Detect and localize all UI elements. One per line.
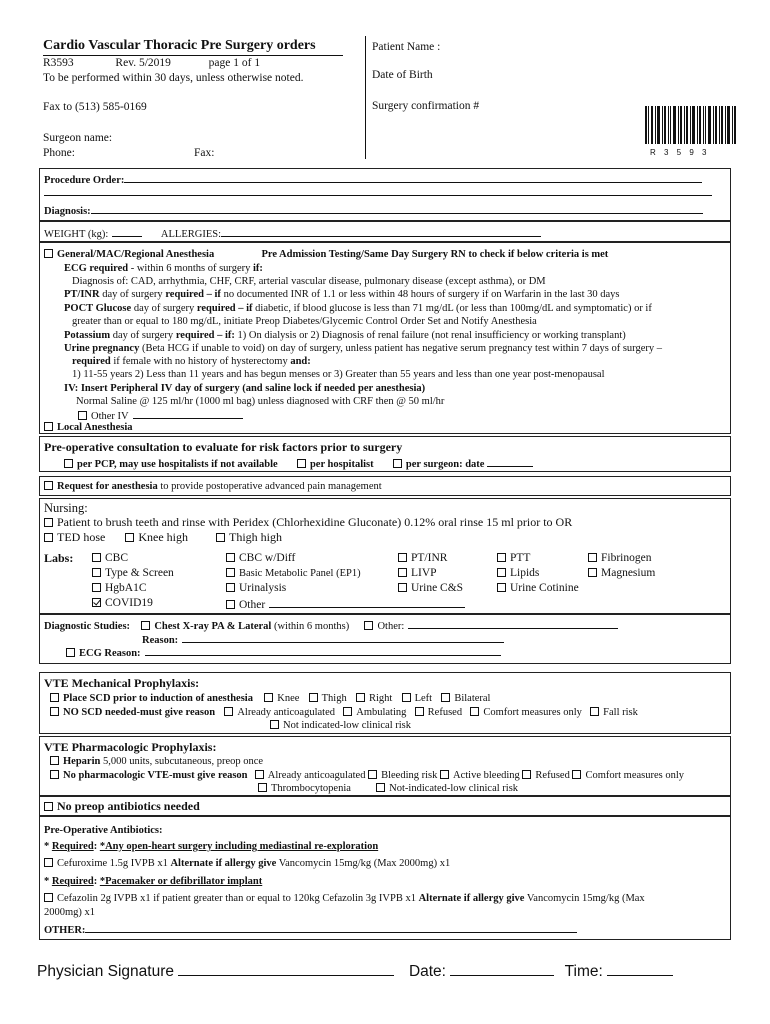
procedure-section <box>39 168 731 221</box>
thigh-high-checkbox[interactable] <box>216 530 282 544</box>
knee-high-checkbox[interactable] <box>125 530 188 544</box>
pharm-reason-active-bleeding-checkbox[interactable]: Active bleeding <box>440 770 520 781</box>
anesthesia-request-text: to provide postoperative advanced pain management <box>157 481 382 492</box>
general-anesthesia-checkbox[interactable] <box>44 249 214 260</box>
lab-hgba1c-checkbox[interactable]: HgbA1C <box>92 581 174 596</box>
signature-row <box>37 961 673 981</box>
header-divider <box>365 36 366 159</box>
iv-criteria: IV: Insert Peripheral IV day of surgery (and saline lock if needed per anesthesia) <box>64 383 426 394</box>
lab-ptt-checkbox[interactable]: PTT <box>497 551 579 566</box>
lab-type-screen-checkbox[interactable]: Type & Screen <box>92 566 174 581</box>
anesthesia-request-checkbox[interactable] <box>44 479 382 494</box>
diagnosis-field[interactable] <box>44 202 703 219</box>
pharm-reason-thrombocytopenia-checkbox[interactable]: Thrombocytopenia <box>258 783 351 794</box>
scd-knee-checkbox[interactable]: Knee <box>264 693 299 704</box>
local-anesthesia-checkbox[interactable] <box>44 420 133 435</box>
other-iv-label: Other IV <box>91 411 129 422</box>
lab-livp-checkbox[interactable]: LIVP <box>398 566 463 581</box>
phone-label[interactable]: Phone: <box>43 147 75 159</box>
admission-note: Pre Admission Testing/Same Day Surgery RN to check if below criteria is met <box>261 249 609 260</box>
ted-hose-checkbox[interactable] <box>44 530 105 544</box>
surgeon-name-label[interactable]: Surgeon name: <box>43 132 113 144</box>
consult-title: Pre-operative consultation to evaluate for risk factors prior to surgery <box>44 440 403 454</box>
procedure-order-line2[interactable] <box>44 195 712 196</box>
pt-inr-criteria: PT/INR day of surgery required – if no documented INR of 1.1 or less within 48 hours of surgery if on Warfarin in the last 30 days <box>64 289 620 300</box>
diagnostic-label: Diagnostic Studies: <box>44 621 131 632</box>
no-preop-section <box>39 796 731 816</box>
lab-urinalysis-checkbox[interactable]: Urinalysis <box>226 581 465 596</box>
vte-pharm-title: VTE Pharmacologic Prophylaxis: <box>44 740 217 754</box>
no-preop-antibiotics-checkbox[interactable]: No preop antibiotics needed <box>44 799 200 814</box>
consult-hospitalist-checkbox[interactable] <box>297 459 374 470</box>
cefazolin-line2: 2000mg) x1 <box>44 907 96 918</box>
checkmark-icon <box>92 598 101 607</box>
diagnostic-other-checkbox[interactable]: Other: <box>364 621 618 632</box>
scd-reason-comfort-checkbox[interactable]: Comfort measures only <box>470 707 582 718</box>
general-anesthesia-label: General/MAC/Regional Anesthesia <box>57 249 215 260</box>
lab-fibrinogen-checkbox[interactable]: Fibrinogen <box>588 551 655 566</box>
antibiotics-other-field[interactable]: OTHER: <box>44 921 577 938</box>
diagnostic-reason-field[interactable]: Reason: <box>142 631 504 648</box>
revision: Rev. 5/2019 <box>115 57 171 69</box>
lab-pt-inr-checkbox[interactable]: PT/INR <box>398 551 463 566</box>
perform-note: To be performed within 30 days, unless otherwise noted. <box>43 72 304 84</box>
signature-time-field[interactable]: Time: <box>565 963 674 980</box>
labs-col4 <box>497 551 579 596</box>
lab-lipids-checkbox[interactable]: Lipids <box>497 566 579 581</box>
confirmation-label[interactable]: Surgery confirmation # <box>372 100 480 112</box>
form-code: R3593 <box>43 57 74 69</box>
scd-bilateral-checkbox[interactable]: Bilateral <box>441 693 490 704</box>
pharm-reason-refused-checkbox[interactable]: Refused <box>522 770 569 781</box>
form-title: Cardio Vascular Thoracic Pre Surgery orders <box>43 38 316 53</box>
barcode-icon <box>645 106 737 150</box>
brush-teeth-label: Patient to brush teeth and rinse with Peridex (Chlorhexidine Gluconate) 0.12% oral rinse 15 ml prior to OR <box>57 515 573 529</box>
allergies-field[interactable] <box>161 229 541 240</box>
vte-mechanical-section <box>39 672 731 734</box>
lab-cbc-diff-checkbox[interactable]: CBC w/Diff <box>226 551 465 566</box>
scd-reason-fall-checkbox[interactable]: Fall risk <box>590 707 638 718</box>
diagnostic-section <box>39 614 731 664</box>
labs-col5 <box>588 551 655 581</box>
lab-bmp-checkbox[interactable]: Basic Metabolic Panel (EP1) <box>226 566 465 581</box>
procedure-order-label: Procedure Order: <box>44 175 125 186</box>
urine-pregnancy-criteria-2: required if female with no history of hysterectomy and: <box>72 356 311 367</box>
no-pharm-checkbox[interactable]: No pharmacologic VTE-must give reason <box>50 770 248 781</box>
weight-field[interactable] <box>44 229 142 240</box>
anesthesia-section <box>39 242 731 434</box>
allergies-label: ALLERGIES: <box>160 229 221 240</box>
lab-cbc-checkbox[interactable]: CBC <box>92 551 174 566</box>
chest-xray-checkbox[interactable]: Chest X-ray PA & Lateral (within 6 months) <box>141 621 349 632</box>
weight-allergy-section <box>39 221 731 242</box>
poct-glucose-criteria-2: greater than or equal to 180 mg/dL, initiate Preop Diabetes/Glycemic Control Order Set and Notify Anesthesia <box>72 316 537 327</box>
labs-col3 <box>398 551 463 596</box>
patient-name-label[interactable]: Patient Name : <box>372 41 441 53</box>
surgeon-fax-label[interactable]: Fax: <box>194 147 215 159</box>
consult-hospitalist-label: per hospitalist <box>309 459 374 470</box>
pharm-reason-bleeding-risk-checkbox[interactable]: Bleeding risk <box>368 770 437 781</box>
weight-label: WEIGHT (kg): <box>44 229 109 240</box>
pharm-reason-not-indicated-checkbox[interactable]: Not-indicated-low clinical risk <box>376 783 518 794</box>
potassium-criteria: Potassium day of surgery required – if: 1) On dialysis or 2) Diagnosis of renal failure (not renal insufficiency or working transplant) <box>64 330 626 341</box>
lab-urine-cs-checkbox[interactable]: Urine C&S <box>398 581 463 596</box>
lab-other-checkbox[interactable]: Other <box>226 596 465 613</box>
ted-hose-label: TED hose <box>57 530 106 544</box>
nursing-labs-section <box>39 498 731 614</box>
heparin-checkbox[interactable]: Heparin 5,000 units, subcutaneous, preop once <box>50 754 263 769</box>
urine-pregnancy-criteria: Urine pregnancy (Beta HCG if unable to void) on day of surgery, unless patient has negative serum pregnancy test within 7 days of surgery – <box>64 343 663 354</box>
urine-pregnancy-criteria-3: 1) 11-55 years 2) Less than 11 years and has begun menses or 3) Greater than 55 years and less than one year post-menopausal <box>72 369 605 380</box>
pharm-reason-comfort-checkbox[interactable]: Comfort measures only <box>572 770 684 781</box>
scd-reason-not-indicated-checkbox[interactable]: Not indicated-low clinical risk <box>270 718 411 733</box>
no-scd-checkbox[interactable]: NO SCD needed-must give reason <box>50 707 215 718</box>
nursing-title: Nursing: <box>44 501 88 515</box>
knee-high-label: Knee high <box>138 530 188 544</box>
consult-section <box>39 436 731 472</box>
scd-reason-anticoag-checkbox[interactable]: Already anticoagulated <box>224 707 335 718</box>
signature-date-field[interactable]: Date: <box>409 963 554 980</box>
vte-pharm-section <box>39 736 731 796</box>
scd-left-checkbox[interactable]: Left <box>402 693 433 704</box>
ecg-reason-checkbox[interactable]: ECG Reason: <box>66 644 501 661</box>
scd-reason-refused-checkbox[interactable]: Refused <box>415 707 462 718</box>
physician-signature-field[interactable]: Physician Signature <box>37 963 394 980</box>
ecg-diagnosis: Diagnosis of: CAD, arrhythmia, CHF, CRF, arterial vascular disease, pulmonary disease (except asthma), or DM <box>72 276 546 287</box>
cefuroxime-checkbox[interactable]: Cefuroxime 1.5g IVPB x1 Alternate if allergy give Vancomycin 15mg/kg (Max 2000mg) x1 <box>44 856 450 871</box>
antibiotics-section <box>39 816 731 940</box>
request-section <box>39 476 731 496</box>
diagnosis-label: Diagnosis: <box>44 206 91 217</box>
lab-urine-cotinine-checkbox[interactable]: Urine Cotinine <box>497 581 579 596</box>
scd-reason-ambulating-checkbox[interactable]: Ambulating <box>343 707 406 718</box>
antibiotics-title: Pre-Operative Antibiotics: <box>44 825 163 836</box>
consult-surgeon-label: per surgeon: date <box>405 459 485 470</box>
procedure-order-field[interactable] <box>44 171 702 188</box>
form-code-line <box>43 56 260 71</box>
cefazolin-checkbox[interactable]: Cefazolin 2g IVPB x1 if patient greater than or equal to 120kg Cefazolin 3g IVPB x1 Alternate if allergy give Vancomycin 15mg/kg (Max <box>44 891 645 906</box>
lab-covid19-checkbox[interactable]: COVID19 <box>92 596 174 611</box>
normal-saline: Normal Saline @ 125 ml/hr (1000 ml bag) unless diagnosed with CRF then @ 50 ml/hr <box>76 396 445 407</box>
dob-label[interactable]: Date of Birth <box>372 69 433 81</box>
scd-checkbox[interactable]: Place SCD prior to induction of anesthesia <box>50 693 253 704</box>
labs-label: Labs: <box>44 551 74 565</box>
poct-glucose-criteria: POCT Glucose day of surgery required – if diabetic, if blood glucose is less than 71 mg/dL (or less than 100mg/dL and symptomatic) or if <box>64 303 652 314</box>
required-pacemaker: * Required: *Pacemaker or defibrillator implant <box>44 876 263 887</box>
scd-thigh-checkbox[interactable]: Thigh <box>309 693 347 704</box>
labs-col1 <box>92 551 174 611</box>
consult-pcp-label: per PCP, may use hospitalists if not available <box>77 459 278 470</box>
required-open-heart: * Required: *Any open-heart surgery including mediastinal re-exploration <box>44 841 379 852</box>
ecg-criteria: ECG required - within 6 months of surgery if: <box>64 263 263 274</box>
local-anesthesia-label: Local Anesthesia <box>57 422 133 433</box>
barcode-text: R 3 5 9 3 <box>650 148 710 157</box>
lab-magnesium-checkbox[interactable]: Magnesium <box>588 566 655 581</box>
pharm-reason-anticoag-checkbox[interactable]: Already anticoagulated <box>255 770 366 781</box>
anesthesia-request-label: Request for anesthesia <box>57 481 158 492</box>
consult-pcp-checkbox[interactable] <box>64 459 278 470</box>
page-number: page 1 of 1 <box>208 57 261 69</box>
brush-teeth-checkbox[interactable] <box>44 515 572 530</box>
scd-right-checkbox[interactable]: Right <box>356 693 392 704</box>
thigh-high-label: Thigh high <box>228 530 282 544</box>
consult-surgeon-checkbox[interactable] <box>393 459 534 470</box>
fax-number: Fax to (513) 585-0169 <box>43 101 147 113</box>
vte-mech-title: VTE Mechanical Prophylaxis: <box>44 676 200 690</box>
